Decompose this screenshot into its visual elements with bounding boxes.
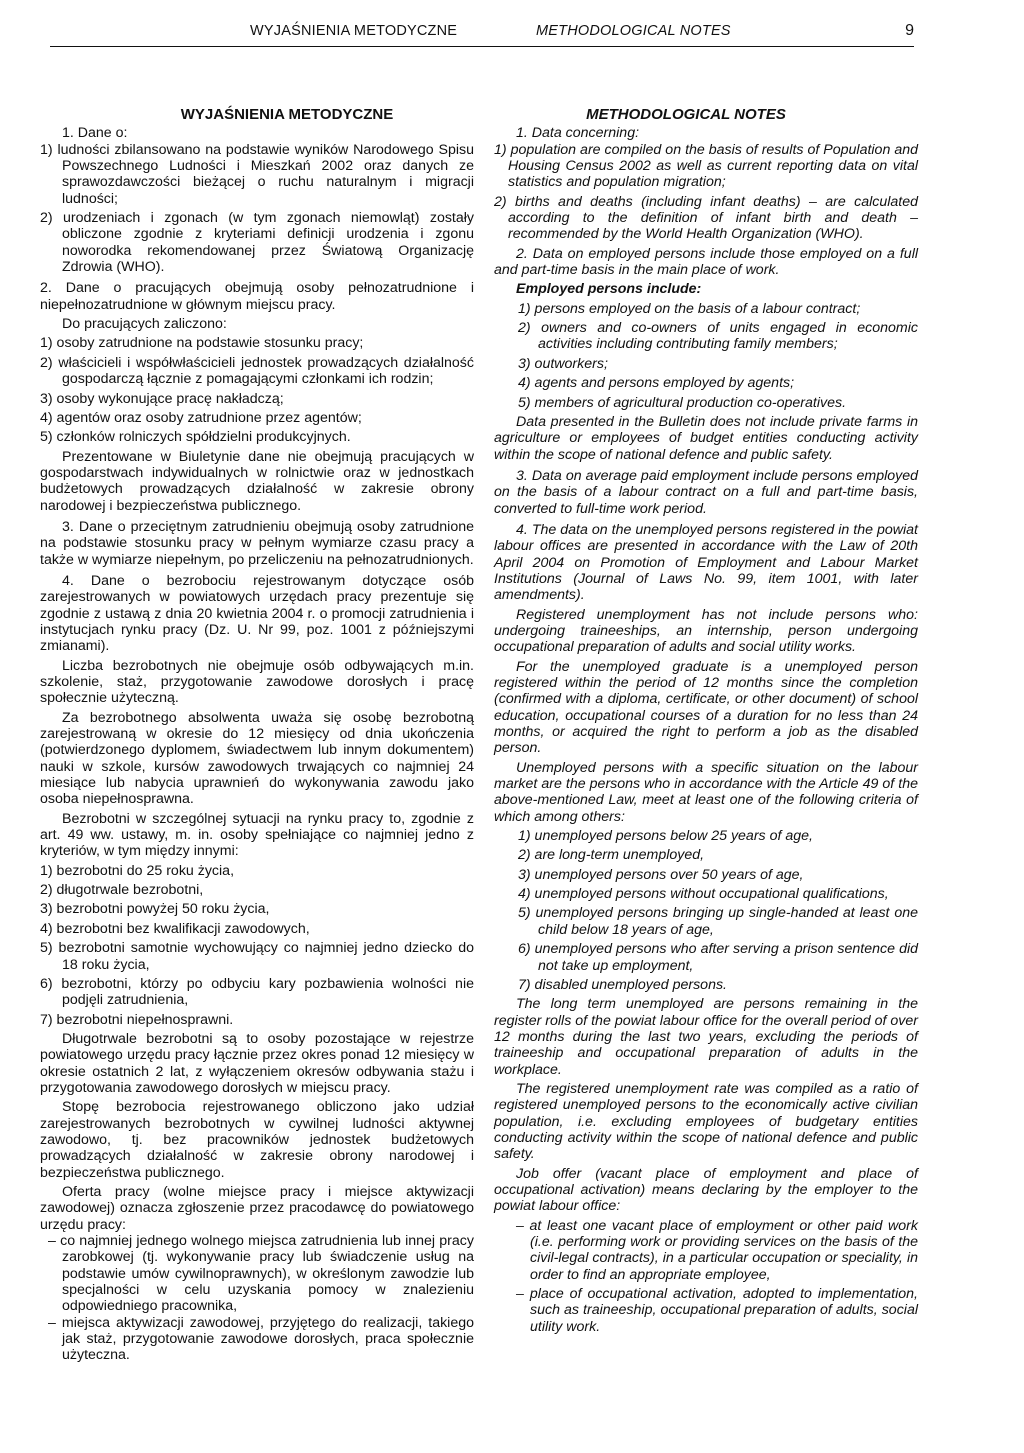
en-s4-p4: The long term unemployed are persons remaining in the register rolls of the powiat labour office for the overall period of over 12 months during the last two years, excluding the periods of traineeship and occupational preparation of adults in the workplace. xyxy=(494,996,918,1078)
en-s1-item-1: 1) population are compiled on the basis of results of Population and Housing Census 2002 as well as current reporting data on vital statistics and population migration; xyxy=(494,141,918,191)
en-s1-item-2: 2) births and deaths (including infant deaths) – are calculated according to the definition of infant birth and death – recommended by the World Health Organization (WHO). xyxy=(494,193,918,243)
pl-s4-p2: Za bezrobotnego absolwenta uważa się osobę bezrobotną zarejestrowaną w okresie do 12 miesięcy od dnia ukończenia (potwierdzonego dyplomem, świadectwem lub innym dokumentem) nauki w szkole, kursów zawodowych trwających co najmniej 24 miesiące lub nabycia uprawnień do wykonywania zawodu jako osoba niepełnosprawna. xyxy=(40,709,474,808)
pl-s4-item: 1) bezrobotni do 25 roku życia, xyxy=(40,862,235,879)
en-s2-item: 3) outworkers; xyxy=(518,355,608,372)
pl-s4-p3: Bezrobotni w szczególnej sytuacji na rynku pracy to, zgodnie z art. 49 ww. ustawy, m. in. osoby spełniające co najmniej jedno z kryteriów, w tym między innymi: xyxy=(40,810,474,860)
en-s4-item: 2) are long-term unemployed, xyxy=(518,847,705,864)
pl-s2-item: 3) osoby wykonujące pracę nakładczą; xyxy=(40,390,284,407)
pl-s4-p1: Liczba bezrobotnych nie obejmuje osób odbywających m.in. szkolenie, staż, przygotowanie zawodowe dorosłych i pracę społecznie użyteczną. xyxy=(40,657,474,707)
pl-s4-p4: Długotrwale bezrobotni są to osoby pozostające w rejestrze powiatowego urzędu pracy łącznie przez okres ponad 12 miesięcy w okresie ostatnich 2 lat, z wyłączeniem okresów odbywania stażu i przygotowania zawodowego dorosłych w miejscu pracy. xyxy=(40,1030,474,1096)
running-header xyxy=(50,20,914,47)
en-s4-item: 5) unemployed persons bringing up single-handed at least one child below 18 years of age, xyxy=(518,905,918,938)
en-s2-item: 2) owners and co-owners of units engaged in economic activities including contributing family members; xyxy=(518,320,918,353)
en-s4-p5: The registered unemployment rate was compiled as a ratio of registered unemployed persons to the economically active civilian population, i.e. excluding employees of budgetary entities conducting activity within the scope of national defence and public safety. xyxy=(494,1080,918,1163)
en-s2-item: 1) persons employed on the basis of a labour contract; xyxy=(518,300,861,317)
pl-s2-intro: Do pracujących zaliczono: xyxy=(62,316,227,333)
header-title-en: METHODOLOGICAL NOTES xyxy=(536,23,731,39)
pl-s4-item: 6) bezrobotni, którzy po odbyciu kary pozbawienia wolności nie podjęli zatrudnienia, xyxy=(40,975,474,1009)
en-s4-p2: For the unemployed graduate is a unemployed person registered within the period of 12 months since the completion (confirmed with a diploma, certificate, or other document) of school education, occupational courses of a duration for no less than 24 months, or acquired the right to perform a job as the disabled person. xyxy=(494,658,918,757)
pl-s1: 1. Dane o: xyxy=(62,125,128,142)
en-s4-dash-1: – at least one vacant place of employment or other paid work (i.e. performing work or providing services on the basis of the civil-legal contracts), in a particular occupation or speciality, in order to find an appropriate employee, xyxy=(516,1217,918,1283)
pl-s2: 2. Dane o pracujących obejmują osoby pełnozatrudnione i niepełnozatrudnione w głównym miejscu pracy. xyxy=(40,280,474,313)
en-s2-item: 5) members of agricultural production co-operatives. xyxy=(518,394,847,411)
pl-s2-item: 5) członków rolniczych spółdzielni produkcyjnych. xyxy=(40,429,351,446)
pl-s4-dash-2: – miejsca aktywizacji zawodowej, przyjętego do realizacji, takiego jak staż, przygotowanie zawodowe dorosłych, praca społecznie użyteczna. xyxy=(48,1314,474,1364)
en-s4-p6: Job offer (vacant place of employment and place of occupational activation) means declaring by the employer to the powiat labour office: xyxy=(494,1165,918,1215)
en-s4-dash-2: – place of occupational activation, adopted to implementation, such as traineeship, occupational preparation of adults, social utility work. xyxy=(516,1286,918,1335)
pl-s2-item: 1) osoby zatrudnione na podstawie stosunku pracy; xyxy=(40,335,364,352)
en-s1: 1. Data concerning: xyxy=(516,125,640,142)
english-column xyxy=(494,107,918,1335)
pl-s4-p5: Stopę bezrobocia rejestrowanego obliczono jako udział zarejestrowanych bezrobotnych w cywilnej ludności aktywnej zawodowo, tj. bez pracowników jednostek budżetowych prowadzących działalność w zakresie obrony narodowej i bezpieczeństwa publicznego. xyxy=(40,1099,474,1181)
en-s2-item: 4) agents and persons employed by agents; xyxy=(518,375,795,392)
pl-s2-bulletin: Prezentowane w Biuletynie dane nie obejmują pracujących w gospodarstwach indywidualnych w rolnictwie oraz w jednostkach budżetowych prowadzących działalność w zakresie obrony narodowej i bezpieczeństwa publicznego. xyxy=(40,448,474,514)
en-s2-bulletin: Data presented in the Bulletin does not include private farms in agriculture or employees of budget entities conducting activity within the scope of national defence and public safety. xyxy=(494,413,918,463)
pl-s2-item: 4) agentów oraz osoby zatrudnione przez agentów; xyxy=(40,409,362,426)
pl-s2-item: 2) właścicieli i współwłaścicieli jednostek prowadzących działalność gospodarczą łącznie z pomagającymi członkami ich rodzin; xyxy=(40,354,474,388)
en-s4-item: 3) unemployed persons over 50 years of age, xyxy=(518,866,804,883)
en-s2-intro: Employed persons include: xyxy=(516,281,702,298)
pl-s4-item: 5) bezrobotni samotnie wychowujący co najmniej jedno dziecko do 18 roku życia, xyxy=(40,940,474,973)
pl-s3: 3. Dane o przeciętnym zatrudnieniu obejmują osoby zatrudnione na podstawie stosunku pracy w pełnym wymiarze czasu pracy a także w wymiarze niepełnym, po przeliczeniu na pełnozatrudnionych. xyxy=(40,518,474,568)
en-s4-item: 7) disabled unemployed persons. xyxy=(518,976,728,993)
pl-s4-dash-1: – co najmniej jednego wolnego miejsca zatrudnienia lub innej pracy zarobkowej (tj. wykonywanie pracy lub świadczenie usług na podstawie umów cywilnoprawnych), w określonym zawodzie lub specjalności w celu uzyskania pomocy w znalezieniu odpowiedniego pracownika, xyxy=(48,1233,474,1315)
pl-s4-item: 3) bezrobotni powyżej 50 roku życia, xyxy=(40,901,270,918)
pl-s4-p6: Oferta pracy (wolne miejsce pracy i miejsce aktywizacji zawodowej) oznacza zgłoszenie przez pracodawcę do powiatowego urzędu pracy: xyxy=(40,1183,474,1233)
page-number: 9 xyxy=(905,22,914,39)
en-s4-p1: Registered unemployment has not include persons who: undergoing traineeships, an internship, person undergoing occupational preparation of adults and social utility works. xyxy=(494,606,918,656)
pl-s4-item: 4) bezrobotni bez kwalifikacji zawodowych, xyxy=(40,920,310,937)
en-s4: 4. The data on the unemployed persons registered in the powiat labour offices are presented in accordance with the Law of 20th April 2004 on Promotion of Employment and Labour Market Institutions (Journal of Laws No. 99, item 1001, with later amendments). xyxy=(494,521,918,604)
section-title-en: METHODOLOGICAL NOTES xyxy=(586,106,786,123)
pl-s4-item: 7) bezrobotni niepełnosprawni. xyxy=(40,1011,234,1028)
en-s4-p3: Unemployed persons with a specific situation on the labour market are the persons who in accordance with the Article 49 of the above-mentioned Law, meet at least one of the following criteria of which among others: xyxy=(494,759,918,825)
en-s2: 2. Data on employed persons include those employed on a full and part-time basis in the main place of work. xyxy=(494,245,918,279)
en-s3: 3. Data on average paid employment include persons employed on the basis of a labour contract on a full and part-time basis, converted to full-time work period. xyxy=(494,467,918,517)
section-title-pl: WYJAŚNIENIA METODYCZNE xyxy=(180,106,394,123)
en-s4-item: 4) unemployed persons without occupational qualifications, xyxy=(518,886,889,903)
pl-s1-item-2: 2) urodzeniach i zgonach (w tym zgonach niemowląt) zostały obliczone zgodnie z kryteriami definicji urodzenia i zgonu noworodka rekomendowanej przez Światową Organizację Zdrowia (WHO). xyxy=(40,210,474,276)
polish-column xyxy=(40,107,474,1364)
pl-s1-item-1: 1) ludności zbilansowano na podstawie wyników Narodowego Spisu Powszechnego Ludności i Mieszkań 2002 oraz danych ze sprawozdawczości bieżącej o ruchu naturalnym i migracji ludności; xyxy=(40,141,474,207)
pl-s4: 4. Dane o bezrobociu rejestrowanym dotyczące osób zarejestrowanych w powiatowych urzędach pracy prezentuje się zgodnie z ustawą z dnia 20 kwietnia 2004 r. o promocji zatrudnienia i instytucjach rynku pracy (Dz. U. Nr 99, poz. 1001 z późniejszymi zmianami). xyxy=(40,572,474,655)
en-s4-item: 6) unemployed persons who after serving a prison sentence did not take up employment, xyxy=(518,941,918,974)
pl-s4-item: 2) długotrwale bezrobotni, xyxy=(40,882,204,899)
header-title-pl: WYJAŚNIENIA METODYCZNE xyxy=(250,23,458,39)
en-s4-item: 1) unemployed persons below 25 years of age, xyxy=(518,828,813,845)
